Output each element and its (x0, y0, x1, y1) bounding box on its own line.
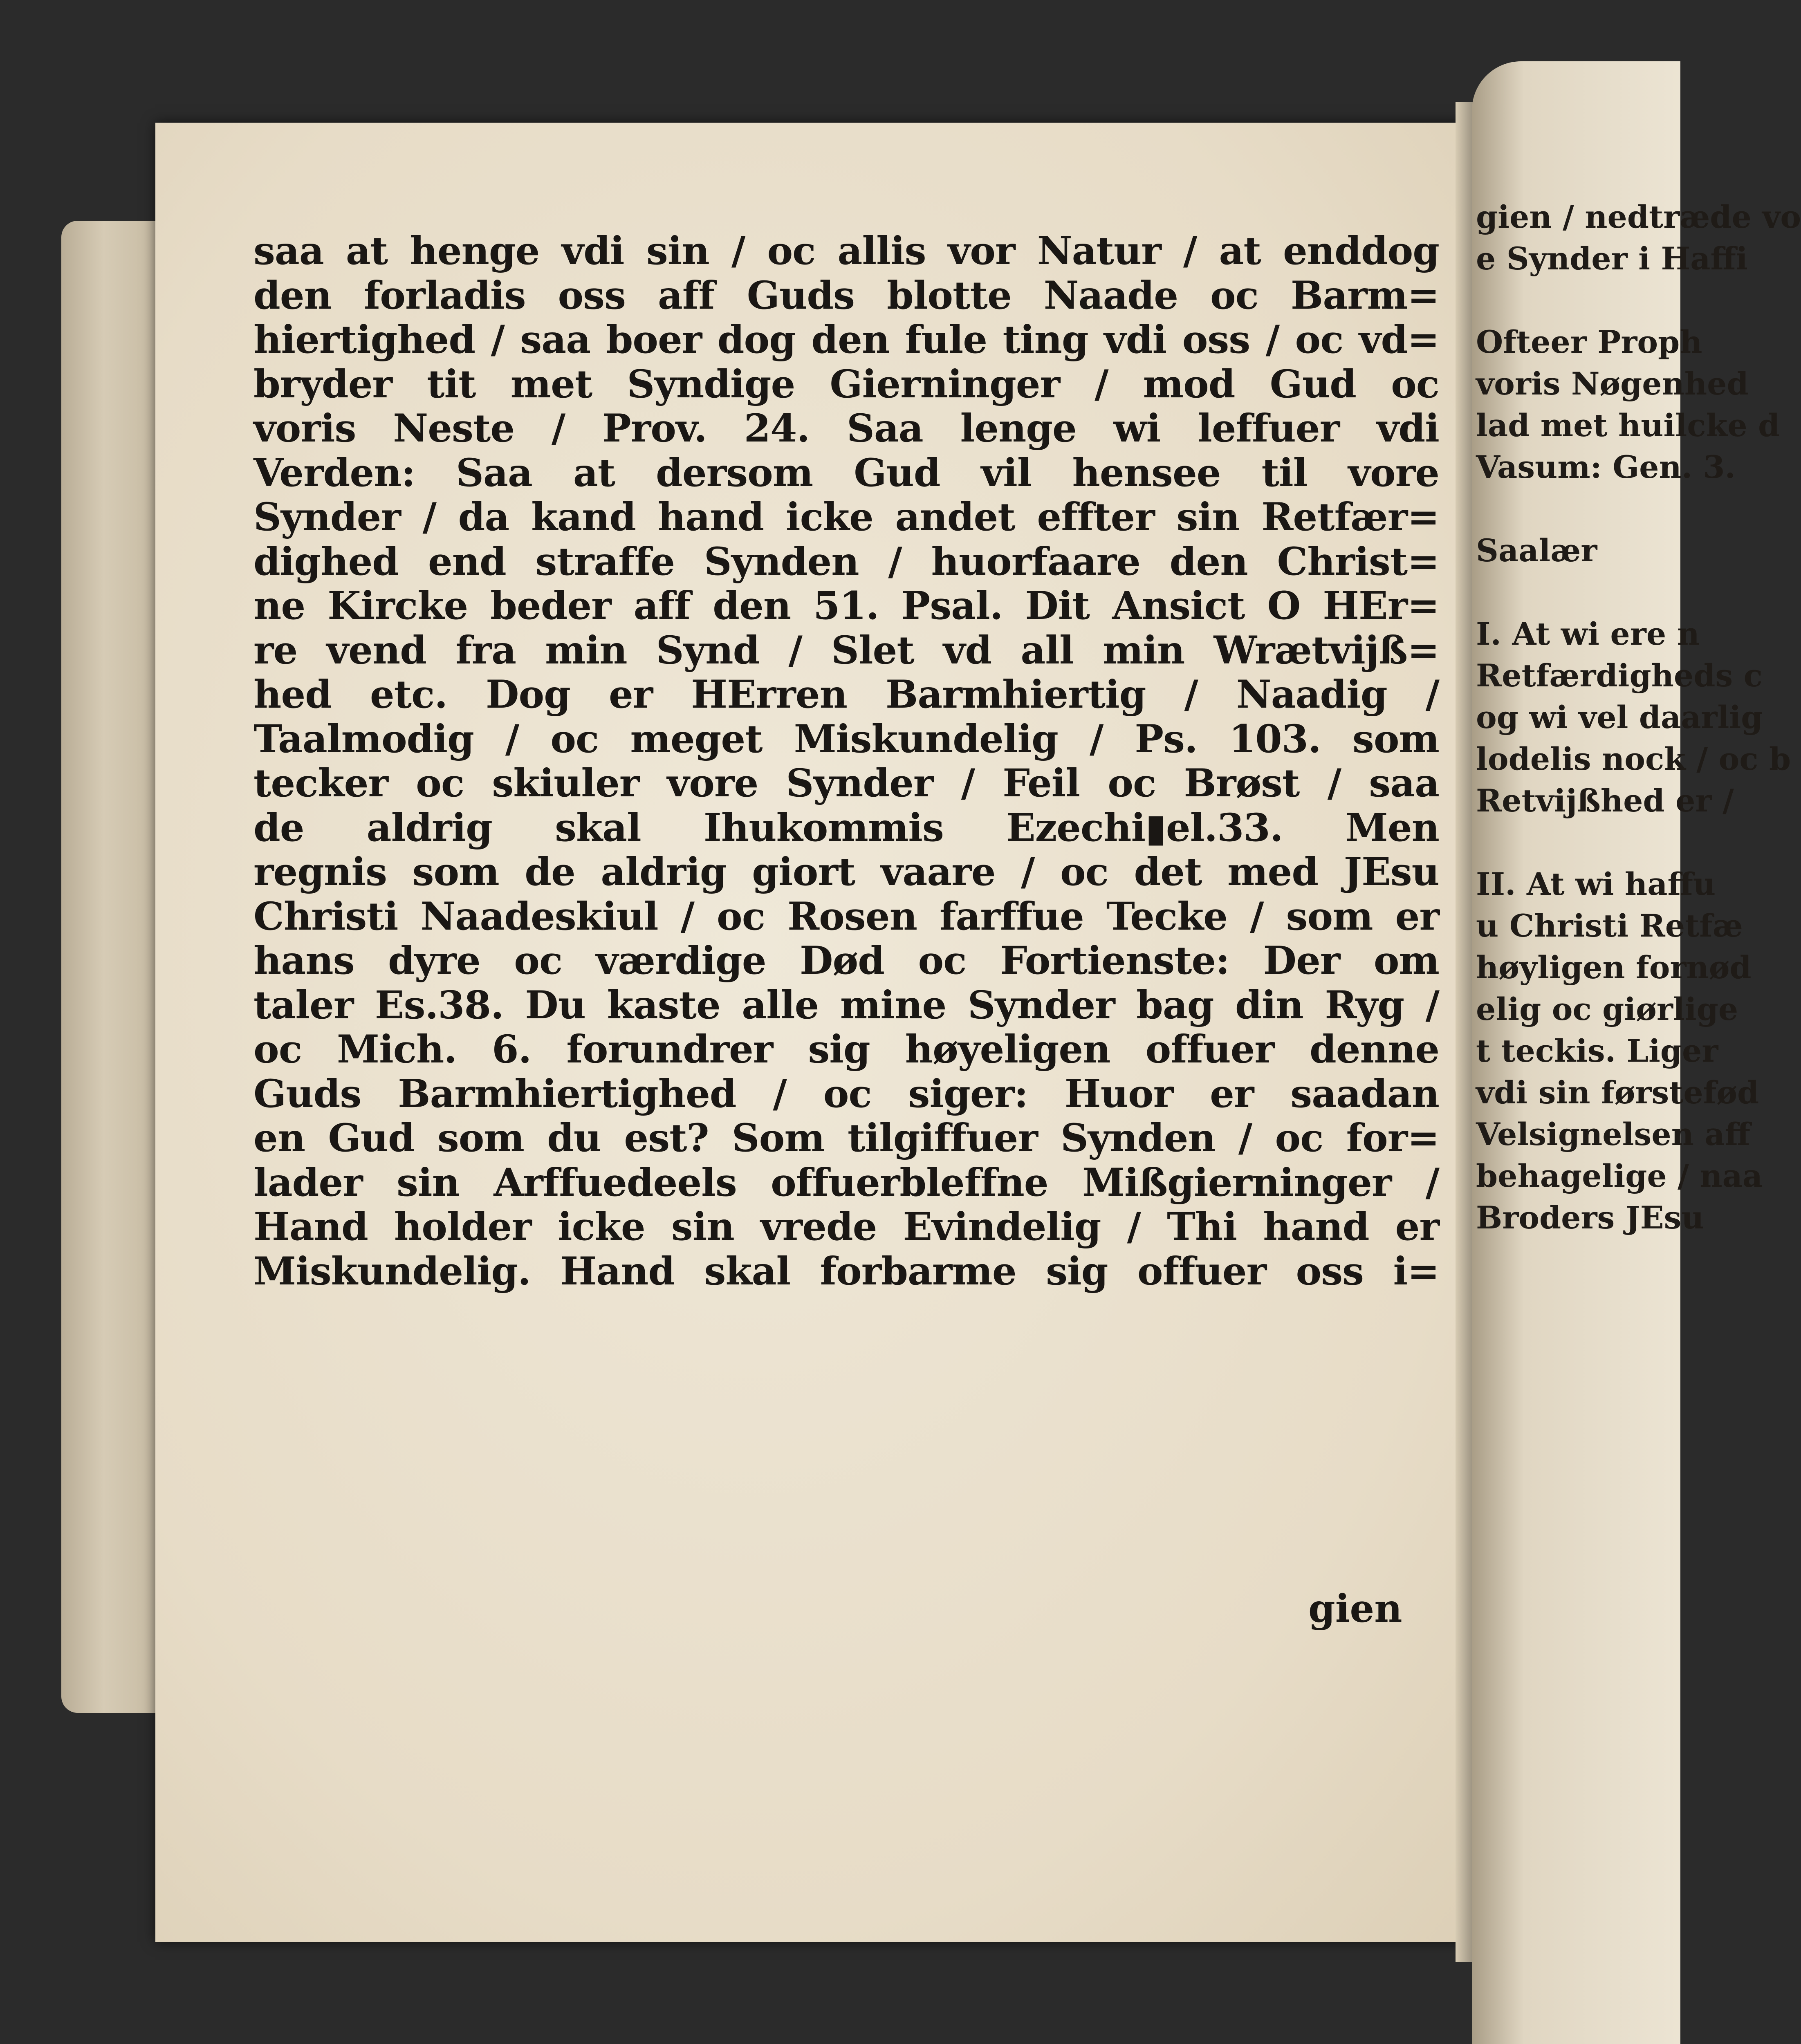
page-body-text (253, 229, 1439, 1293)
text-line: Synder / da kand hand icke andet effter sin Retfær= (253, 495, 1439, 540)
facing-text-line: og wi vel daarlig (1476, 699, 1763, 735)
facing-text-line: e Synder i Haffi (1476, 240, 1748, 277)
text-line: Taalmodig / oc meget Miskundelig / Ps. 103. som (253, 716, 1439, 762)
facing-text-line: Saalær (1476, 532, 1597, 569)
text-line: regnis som de aldrig giort vaare / oc det med JEsu (253, 849, 1439, 894)
text-line: saa at henge vdi sin / oc allis vor Natur / at enddog (253, 229, 1439, 273)
text-line: oc Mich. 6. forundrer sig høyeligen offuer denne (253, 1027, 1439, 1072)
facing-text-line: vdi sin førstefød (1476, 1074, 1759, 1111)
facing-text-line: behagelige / naa (1476, 1158, 1763, 1194)
text-line: Christi Naadeskiul / oc Rosen farffue Tecke / som er (253, 894, 1439, 939)
facing-text-line: Ofteer Proph (1476, 324, 1702, 360)
text-line: Verden: Saa at dersom Gud vil hensee til vore (253, 450, 1439, 495)
facing-text-line: voris Nøgenhed (1476, 365, 1749, 402)
facing-text-line: t teckis. Liger (1476, 1033, 1718, 1069)
catchword: gien (1308, 1586, 1402, 1631)
facing-text-line: Retfærdigheds c (1476, 657, 1763, 694)
facing-text-line: elig oc giørlige (1476, 991, 1738, 1027)
facing-page-text (1476, 196, 1801, 1239)
text-line: voris Neste / Prov. 24. Saa lenge wi leffuer vdi (253, 406, 1439, 451)
text-line: de aldrig skal Ihukommis Ezechi▮el.33. Men (253, 805, 1439, 850)
text-line: Hand holder icke sin vrede Evindelig / Thi hand er (253, 1204, 1439, 1249)
facing-text-line: u Christi Retfæ (1476, 908, 1743, 944)
text-line: bryder tit met Syndige Gierninger / mod Gud oc (253, 361, 1439, 407)
facing-text-line: Retvijßhed er / (1476, 782, 1734, 819)
text-line: ne Kircke beder aff den 51. Psal. Dit Ansict O HEr= (253, 583, 1439, 628)
facing-text-line (1476, 488, 1801, 530)
facing-text-line (1476, 572, 1801, 613)
book-page-edges (61, 221, 168, 1713)
text-line: tecker oc skiuler vore Synder / Feil oc Brøst / saa (253, 761, 1439, 806)
text-line: hiertighed / saa boer dog den fule ting vdi oss / oc vd= (253, 317, 1439, 362)
facing-text-line: I. At wi ere n (1476, 616, 1700, 652)
facing-text-line: høyligen fornød (1476, 949, 1752, 986)
facing-text-line (1476, 822, 1801, 863)
text-line: den forladis oss aff Guds blotte Naade oc Barm= (253, 273, 1439, 318)
facing-text-line (1476, 280, 1801, 321)
text-line: re vend fra min Synd / Slet vd all min Wrætvijß= (253, 628, 1439, 673)
facing-text-line: gien / nedtræde vo (1476, 199, 1801, 235)
text-line: Guds Barmhiertighed / oc siger: Huor er saadan (253, 1071, 1439, 1116)
facing-text-line: Broders JEsu (1476, 1199, 1704, 1236)
text-line: hans dyre oc værdige Død oc Fortienste: Der om (253, 938, 1439, 983)
text-line: Miskundelig. Hand skal forbarme sig offuer oss i= (253, 1248, 1439, 1294)
text-line: en Gud som du est? Som tilgiffuer Synden / oc for= (253, 1116, 1439, 1161)
text-line: taler Es.38. Du kaste alle mine Synder bag din Ryg / (253, 982, 1439, 1028)
facing-text-line: lad met huilcke d (1476, 407, 1780, 444)
facing-text-line: Vasum: Gen. 3. (1476, 449, 1736, 485)
text-line: lader sin Arffuedeels offuerbleffne Mißgierninger / (253, 1160, 1439, 1205)
text-line: hed etc. Dog er HErren Barmhiertig / Naadig / (253, 672, 1439, 717)
facing-text-line: Velsignelsen aff (1476, 1116, 1750, 1152)
facing-text-line: II. At wi haffu (1476, 866, 1716, 902)
text-line: dighed end straffe Synden / huorfaare den Christ= (253, 539, 1439, 584)
facing-text-line: lodelis nock / oc b (1476, 741, 1791, 777)
